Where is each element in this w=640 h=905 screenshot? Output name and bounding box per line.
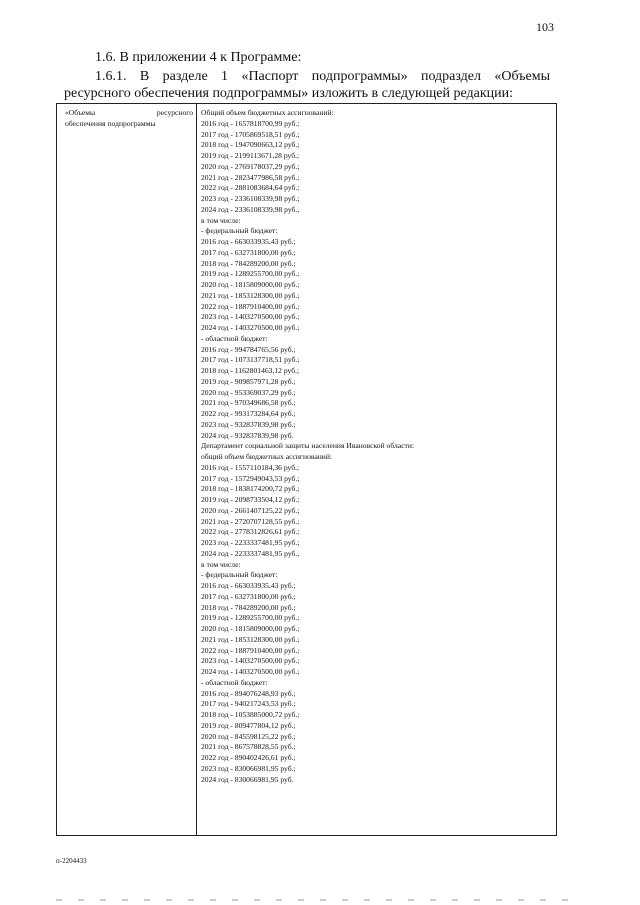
table-value-line: 2021 год - 2720707128,55 руб.; bbox=[201, 516, 300, 526]
table-value-line: 2018 год - 1947090663,12 руб.; bbox=[201, 140, 300, 150]
table-value-line: 2021 год - 1853128300,00 руб.; bbox=[201, 290, 300, 300]
table-value-line: 2020 год - 1815809000,00 руб.; bbox=[201, 280, 300, 289]
table-value-line: 2016 год - 994784765,56 руб.; bbox=[201, 344, 296, 354]
table-value-line: 2024 год - 2233337481,95 руб., bbox=[201, 548, 300, 558]
table-value-line: общий объем бюджетных ассигнований: bbox=[201, 452, 333, 461]
table-value-line: 2021 год - 970349686,58 руб.; bbox=[201, 398, 296, 408]
table-value-line: 2024 год - 1403270500,00 руб.; bbox=[201, 323, 300, 332]
table-value-cell bbox=[201, 108, 551, 785]
table-value-line: 2016 год - 663033935,43 руб.; bbox=[201, 237, 296, 246]
section-heading: 1.6. В приложении 4 к Программе: bbox=[95, 50, 302, 65]
table-value-line: 2020 год - 953369037,29 руб.; bbox=[201, 387, 296, 397]
table-value-line: 2020 год - 2769178037,29 руб.; bbox=[201, 161, 300, 171]
table-value-line: 2019 год - 1289255700,00 руб.; bbox=[201, 269, 300, 279]
table-value-line: 2021 год - 1853128300,00 руб.; bbox=[201, 634, 300, 644]
table-value-line: 2018 год - 1162801463,12 руб.; bbox=[201, 366, 300, 375]
table-value-line: 2021 год - 867578828,55 руб.; bbox=[201, 742, 296, 752]
label-word-2: ресурсного bbox=[156, 108, 193, 117]
table-value-line: 2020 год - 845598125,22 руб.; bbox=[201, 731, 296, 741]
table-value-line: - федеральный бюджет: bbox=[201, 226, 278, 236]
table-value-line: 2017 год - 632731800,00 руб.; bbox=[201, 247, 296, 257]
scan-artifact bbox=[56, 899, 576, 901]
table-value-line: 2017 год - 940217243,53 руб.; bbox=[201, 699, 296, 709]
table-value-line: 2019 год - 809477804,12 руб.; bbox=[201, 720, 296, 730]
label-word-1: «Объемы bbox=[65, 108, 96, 117]
table-value-line: 2018 год - 1838174200,72 руб.; bbox=[201, 484, 300, 494]
table-value-line: 2020 год - 2661407125,22 руб.; bbox=[201, 505, 300, 515]
table-value-line: 2016 год - 663033935,43 руб.; bbox=[201, 581, 296, 590]
table-value-line: 2017 год - 1572949043,53 руб.; bbox=[201, 473, 300, 483]
table-value-line: 2016 год - 1657818700,99 руб.; bbox=[201, 118, 300, 128]
table-value-line: - федеральный бюджет: bbox=[201, 570, 278, 580]
footer-code: п-2204433 bbox=[56, 857, 87, 865]
table-value-line: 2022 год - 890402426,61 руб.; bbox=[201, 753, 296, 762]
table-value-line: 2017 год - 1073137718,51 руб.; bbox=[201, 355, 300, 365]
table-value-line: 2024 год - 2336108339,98 руб., bbox=[201, 204, 300, 214]
intro-paragraph: 1.6.1. В разделе 1 «Паспорт подпрограммы» подраздел «Объемы ресурсного обеспечения подпрограммы» изложить в следующей редакции: bbox=[64, 69, 550, 101]
table-value-line: 2023 год - 2233337481,95 руб.; bbox=[201, 538, 300, 547]
table-value-line: 2020 год - 1815809000,00 руб.; bbox=[201, 624, 300, 633]
table-value-line: - областной бюджет: bbox=[201, 677, 268, 687]
column-divider bbox=[196, 104, 197, 835]
table-value-line: 2022 год - 2778312826,61 руб.; bbox=[201, 527, 300, 537]
table-value-line: 2019 год - 2098733504,12 руб.; bbox=[201, 495, 300, 504]
table-value-line: 2018 год - 784289200,00 руб.; bbox=[201, 602, 296, 612]
table-value-line: Общий объем бюджетных ассигнований: bbox=[201, 108, 334, 117]
table-value-line: 2024 год - 932837839,98 руб. bbox=[201, 430, 294, 440]
table-value-line: 2016 год - 894076248,93 руб.; bbox=[201, 688, 296, 698]
label-line-1 bbox=[65, 108, 193, 119]
label-line-2: обеспечения подпрограммы bbox=[65, 118, 156, 128]
table-value-line: 2016 год - 1557110184,36 руб.; bbox=[201, 462, 300, 472]
table-label-cell bbox=[65, 108, 193, 129]
table-value-line: 2018 год - 784289200,00 руб.; bbox=[201, 258, 296, 268]
table-value-line: 2023 год - 2336108339,98 руб.; bbox=[201, 194, 300, 203]
table-value-line: 2017 год - 1705869518,51 руб.; bbox=[201, 129, 300, 139]
table-value-line: 2024 год - 830066981,95 руб. bbox=[201, 774, 294, 784]
table-value-line: 2023 год - 830066981,95 руб.; bbox=[201, 763, 296, 773]
table-value-line: 2021 год - 2823477986,58 руб.; bbox=[201, 172, 300, 182]
resource-table bbox=[56, 103, 557, 836]
table-value-line: 2022 год - 993173284,64 руб.; bbox=[201, 409, 296, 418]
table-value-line: Департамент социальной защиты населения Ивановской области: bbox=[201, 441, 415, 451]
table-value-line: в том числе: bbox=[201, 559, 241, 569]
table-value-line: 2019 год - 2199113671,28 руб.; bbox=[201, 151, 300, 160]
table-value-line: 2023 год - 1403270500,00 руб.; bbox=[201, 656, 300, 666]
table-value-line: 2019 год - 1289255700,00 руб.; bbox=[201, 613, 300, 623]
table-value-line: 2023 год - 932837839,98 руб.; bbox=[201, 419, 296, 429]
table-value-line: 2018 год - 1053885000,72 руб.; bbox=[201, 710, 300, 719]
table-value-line: 2022 год - 2881083684,64 руб.; bbox=[201, 183, 300, 193]
table-value-line: 2022 год - 1887910400,00 руб.; bbox=[201, 301, 300, 311]
table-value-line: 2024 год - 1403270500,00 руб.; bbox=[201, 667, 300, 676]
table-value-line: - областной бюджет: bbox=[201, 333, 268, 343]
table-value-line: 2023 год - 1403270500,00 руб.; bbox=[201, 312, 300, 322]
table-value-line: 2017 год - 632731800,00 руб.; bbox=[201, 591, 296, 601]
table-value-line: в том числе: bbox=[201, 215, 241, 225]
table-value-line: 2022 год - 1887910400,00 руб.; bbox=[201, 645, 300, 655]
table-value-line: 2019 год - 909857971,28 руб.; bbox=[201, 376, 296, 386]
page-number: 103 bbox=[536, 20, 554, 34]
